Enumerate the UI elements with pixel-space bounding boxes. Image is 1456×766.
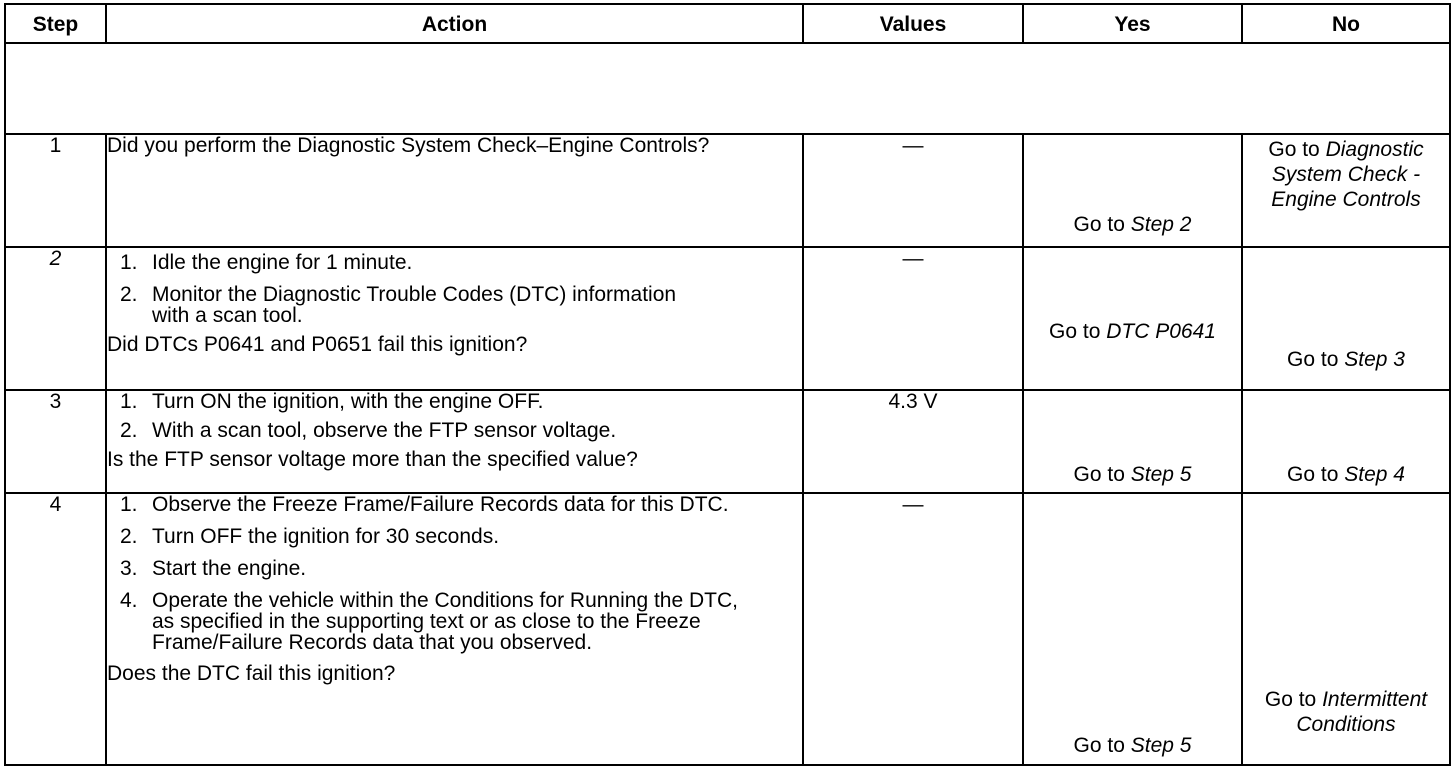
action-step: 1. Idle the engine for 1 minute. — [120, 251, 413, 274]
yes-goto-prefix: Go to — [1049, 320, 1107, 343]
action-step: 4. Operate the vehicle within the Conditions for Running the DTC, as specified in the supporting text or as close to the Freeze Frame/Failure Records data that you observed. — [107, 590, 802, 653]
no-goto-prefix: Go to — [1287, 463, 1345, 486]
action-steps — [107, 252, 802, 326]
action-step-text: Idle the engine for 1 minute. — [152, 251, 413, 274]
yes-goto[interactable] — [1024, 464, 1241, 485]
header-row — [5, 4, 1450, 43]
yes-goto-link[interactable]: Step 5 — [1130, 734, 1192, 757]
value-cell: — — [803, 134, 1023, 247]
yes-goto-link[interactable]: DTC P0641 — [1106, 320, 1216, 343]
yes-goto-prefix: Go to — [1073, 213, 1131, 236]
no-goto[interactable] — [1243, 464, 1449, 485]
header-values: Values — [803, 4, 1023, 43]
no-goto[interactable] — [1243, 139, 1449, 210]
no-goto-prefix: Go to — [1287, 348, 1345, 371]
action-step-text: With a scan tool, observe the FTP sensor voltage. — [152, 419, 617, 442]
action-steps — [107, 391, 802, 441]
action-step-text: Start the engine. — [152, 557, 307, 580]
value-cell: — — [803, 247, 1023, 390]
yes-cell — [1023, 390, 1242, 493]
action-steps — [107, 494, 802, 653]
action-question: Is the FTP sensor voltage more than the specified value? — [107, 448, 638, 471]
step-number: 2 — [5, 247, 106, 390]
no-goto-link-line1[interactable]: Intermittent — [1322, 688, 1428, 711]
action-step: 3. Start the engine. — [120, 557, 307, 580]
action-step: 1. Observe the Freeze Frame/Failure Records data for this DTC. — [107, 494, 802, 515]
yes-goto[interactable] — [1024, 214, 1241, 235]
step-number: 4 — [5, 493, 106, 765]
header-action: Action — [106, 4, 803, 43]
blank-row — [5, 43, 1450, 134]
table-row — [5, 493, 1450, 765]
action-step-text: Turn ON the ignition, with the engine OFF. — [152, 390, 544, 413]
no-goto[interactable] — [1243, 349, 1449, 370]
action-question: Did you perform the Diagnostic System Check–Engine Controls? — [107, 134, 710, 157]
action-step: 1. Turn ON the ignition, with the engine OFF. — [120, 390, 544, 413]
no-goto-link-line3[interactable]: Engine Controls — [1271, 188, 1421, 211]
step-number: 3 — [5, 390, 106, 493]
no-goto-link-line1[interactable]: Diagnostic — [1325, 138, 1424, 161]
action-question: Does the DTC fail this ignition? — [107, 662, 396, 685]
no-goto-link-line2[interactable]: System Check - — [1271, 163, 1421, 186]
no-goto[interactable] — [1243, 689, 1449, 735]
table-row — [5, 390, 1450, 493]
no-goto-link-line2[interactable]: Conditions — [1296, 713, 1396, 736]
yes-goto-prefix: Go to — [1073, 463, 1131, 486]
action-step-text: Observe the Freeze Frame/Failure Records data for this DTC. — [152, 493, 729, 516]
no-cell — [1242, 134, 1450, 247]
yes-goto[interactable] — [1024, 321, 1241, 342]
value-cell: — — [803, 493, 1023, 765]
yes-cell — [1023, 247, 1242, 390]
table-row — [5, 134, 1450, 247]
yes-goto-prefix: Go to — [1073, 734, 1131, 757]
header-no: No — [1242, 4, 1450, 43]
no-goto-prefix: Go to — [1268, 138, 1326, 161]
table-row — [5, 247, 1450, 390]
yes-goto-link[interactable]: Step 2 — [1130, 213, 1192, 236]
no-goto-link[interactable]: Step 4 — [1344, 463, 1405, 486]
blank-cell — [5, 43, 1450, 134]
action-cell — [106, 247, 803, 390]
header-yes: Yes — [1023, 4, 1242, 43]
yes-goto[interactable] — [1024, 735, 1241, 756]
header-step: Step — [5, 4, 106, 43]
action-cell — [106, 134, 803, 247]
action-cell — [106, 493, 803, 765]
yes-goto-link[interactable]: Step 5 — [1130, 463, 1192, 486]
no-cell — [1242, 390, 1450, 493]
no-goto-link[interactable]: Step 3 — [1344, 348, 1405, 371]
step-number: 1 — [5, 134, 106, 247]
value-cell: 4.3 V — [803, 390, 1023, 493]
yes-cell — [1023, 134, 1242, 247]
action-step: 2. Turn OFF the ignition for 30 seconds. — [120, 525, 500, 548]
no-cell — [1242, 247, 1450, 390]
action-question: Did DTCs P0641 and P0651 fail this ignition? — [107, 333, 528, 356]
no-goto-prefix: Go to — [1264, 688, 1323, 711]
action-step-text: Turn OFF the ignition for 30 seconds. — [152, 525, 500, 548]
action-step-text: Operate the vehicle within the Conditions for Running the DTC, as specified in the supporting text or as close to the Freeze Frame/Failure Records data that you observed. — [152, 589, 738, 654]
action-step-text: Monitor the Diagnostic Trouble Codes (DTC) information with a scan tool. — [152, 283, 677, 327]
action-cell — [106, 390, 803, 493]
action-step: 2. With a scan tool, observe the FTP sensor voltage. — [120, 419, 617, 442]
action-step: 2. Monitor the Diagnostic Trouble Codes (DTC) information with a scan tool. — [107, 284, 802, 326]
no-cell — [1242, 493, 1450, 765]
diagnostic-table — [4, 3, 1451, 766]
yes-cell — [1023, 493, 1242, 765]
